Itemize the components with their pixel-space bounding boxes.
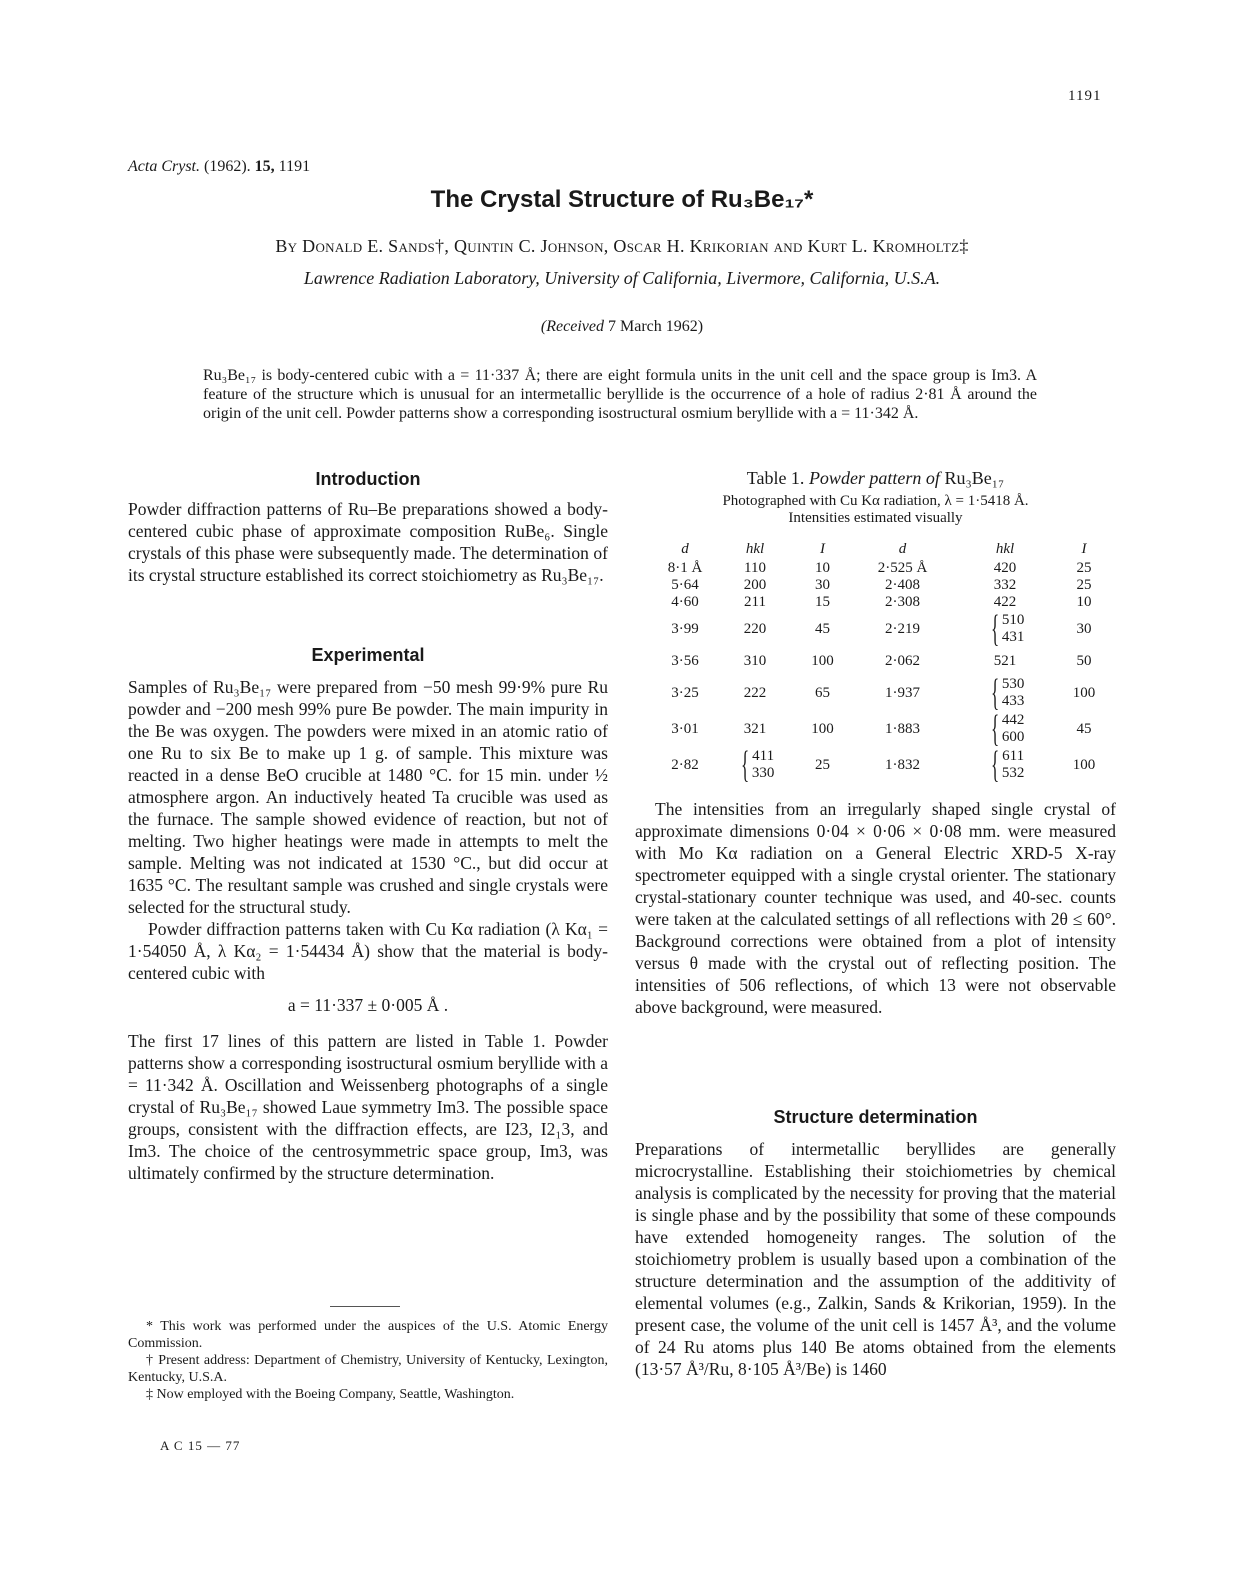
table-cell: 2·308: [885, 594, 920, 610]
table-cell-hkl: 332: [993, 577, 1017, 593]
table-cell-hkl: 200: [743, 577, 767, 593]
footnote-rule: [330, 1306, 400, 1307]
footnote: ‡ Now employed with the Boeing Company, Seattle, Washington.: [146, 1387, 515, 1402]
lattice-equation: a = 11·337 ± 0·005 Å .: [287, 995, 449, 1015]
table-cell: 100: [1072, 684, 1096, 701]
table-row: [655, 747, 1113, 783]
experimental-paragraph-1: Samples of Ru₃Be₁₇ were prepared from −50 mesh 99·9% pure Ru powder and −200 mesh 99% pure Be powder. The main impurity in the Be was oxygen. The powders were mixed in an atomic ratio of one Ru to six Be to make up 1 g. of sample. This mixture was reacted in a dense BeO crucible at 1480 °C. for 15 min. under ½ atmosphere argon. An inductively heated Ta crucible was used as the furnace. The sample showed evidence of reaction, but not of melting. Two higher heatings were made in attempts to melt the sample. Melting was not indicated at 1530 °C., but did occur at 1635 °C. The resultant sample was crushed and single crystals were selected for the structural study.: [128, 677, 608, 917]
hkl-index: 611: [1002, 748, 1025, 764]
brace-glyph: {: [990, 672, 999, 714]
table-cell: 30: [815, 577, 830, 593]
hkl-index: 532: [1001, 765, 1025, 781]
table-cell: 2·219: [885, 620, 920, 637]
brace-glyph: {: [740, 744, 749, 786]
footnote: * This work was performed under the auspices of the U.S. Atomic Energy Commission.: [128, 1319, 608, 1351]
table-row: [655, 611, 1113, 647]
table-cell: 65: [815, 684, 830, 701]
table-cell: 25: [1076, 560, 1092, 576]
table-cell: 25: [815, 756, 830, 773]
table-cell-hkl: [955, 708, 1055, 750]
received-year: 1962): [665, 318, 704, 335]
table-row: [655, 647, 1113, 675]
table-cell: 2·062: [885, 652, 920, 669]
hkl-index: 600: [1001, 729, 1025, 745]
table-title-em: Powder pattern of: [808, 468, 940, 488]
table-cell-hkl: 220: [743, 620, 767, 637]
received-day: 7 March: [607, 318, 662, 335]
table-cell: 2·82: [671, 756, 699, 773]
powder-pattern-table: [655, 538, 1113, 786]
table-row: [655, 560, 1113, 577]
table-cell-hkl: 222: [743, 684, 767, 701]
table-row: [655, 711, 1113, 747]
table-cell: 4·60: [671, 594, 699, 610]
hkl-index: 330: [751, 765, 775, 781]
received-label: (Received: [540, 318, 604, 335]
footnotes: [128, 1318, 608, 1403]
table-cell: 10: [815, 560, 830, 576]
affiliation: Lawrence Radiation Laboratory, University of California, Livermore, California, U.S.A.: [303, 268, 941, 288]
table-cell-hkl: 310: [743, 652, 767, 669]
table-header-cell: hkl: [995, 540, 1015, 557]
table-title: [635, 468, 1116, 489]
citation-page: 1191: [278, 158, 311, 175]
citation: [128, 158, 310, 176]
page-number: 1191: [1068, 88, 1102, 104]
experimental-paragraph-3: The first 17 lines of this pattern are listed in Table 1. Powder patterns show a corresponding isostructural osmium beryllide with a = 11·342 Å. Oscillation and Weissenberg photographs of a single crystal of Ru₃Be₁₇ showed Laue symmetry Im3. The possible space groups, consistent with the diffraction effects, are I23, I2₁3, and Im3. The choice of the centrosymmetric space group, Im3, was ultimately confirmed by the structure determination.: [128, 1031, 608, 1183]
citation-journal: Acta Cryst.: [128, 158, 200, 175]
table-cell-hkl: 211: [744, 594, 766, 610]
hkl-index: 442: [1001, 712, 1025, 728]
introduction-text: Powder diffraction patterns of Ru–Be preparations showed a body-centered cubic phase of approximate composition RuBe₆. Single crystals of this phase were subsequently made. The determination of its crystal structure established its correct stoichiometry as Ru₃Be₁₇.: [128, 499, 608, 585]
table-caption: [635, 493, 1116, 527]
brace-glyph: {: [990, 708, 999, 750]
table-cell: 45: [1076, 720, 1092, 737]
table-row: [655, 675, 1113, 711]
table-cell: 45: [815, 620, 830, 637]
table-cell: 3·01: [671, 720, 699, 737]
table-cell: 8·1 Å: [667, 560, 703, 576]
table-caption-line-1: Photographed with Cu Kα radiation, λ = 1·5418 Å.: [722, 493, 1029, 509]
brace-glyph: {: [990, 744, 999, 786]
citation-volume: 15,: [254, 158, 275, 175]
table-title-prefix: Table 1.: [746, 468, 805, 488]
hkl-index: 431: [1001, 629, 1025, 645]
table-row: [655, 577, 1113, 594]
table-cell-hkl: 420: [993, 560, 1017, 576]
table-cell: 3·99: [671, 620, 699, 637]
table-header-cell: d: [898, 540, 907, 557]
table-cell: 100: [811, 652, 834, 669]
table-cell: 2·525 Å: [877, 560, 928, 576]
abstract: Ru₃Be₁₇ is body-centered cubic with a = 11·337 Å; there are eight formula units in the unit cell and the space group is Im3. A feature of the structure which is unusual for an intermetallic beryllide is the occurrence of a hole of radius 2·81 Å around the origin of the unit cell. Powder patterns show a corresponding isostructural osmium beryllide with a = 11·342 Å.: [203, 367, 1037, 422]
structure-determination-section: [635, 1106, 1116, 1380]
table-body: [655, 560, 1113, 786]
structure-determination-heading: Structure determination: [773, 1107, 978, 1127]
hkl-index: 433: [1001, 693, 1025, 709]
experimental-paragraph-2: Powder diffraction patterns taken with Cu Kα radiation (λ Kα₁ = 1·54050 Å, λ Kα₂ = 1·54434 Å) show that the material is body-centered cubic with: [128, 919, 608, 983]
hkl-index: 411: [752, 748, 775, 764]
table-header-row: [655, 538, 1113, 560]
table-header-cell: hkl: [745, 540, 765, 557]
intensities-paragraph: The intensities from an irregularly shaped single crystal of approximate dimensions 0·04 × 0·06 × 0·08 mm. were measured with Mo Kα radiation on a General Electric XRD-5 X-ray spectrometer equipped with a single crystal orienter. The stationary crystal-stationary counter technique was used, and 40-sec. counts were taken at the calculated settings of all reflections with 2θ ≤ 60°. Background corrections were obtained from a plot of intensity versus θ made with the crystal out of reflecting position. The intensities of 506 reflections, of which 13 were not observable above background, were measured.: [635, 799, 1116, 1017]
table-cell: 1·832: [885, 756, 920, 773]
table-cell: 100: [811, 720, 834, 737]
experimental-section: [128, 644, 608, 1184]
table-cell: 15: [815, 594, 830, 610]
table-row: [655, 594, 1113, 611]
authors: By Donald E. Sands†, Quintin C. Johnson, Oscar H. Krikorian and Kurt L. Kromholtz‡: [275, 236, 969, 256]
ac-code: A C 15 — 77: [160, 1438, 241, 1453]
paper-title: The Crystal Structure of Ru₃Be₁₇*: [430, 186, 814, 213]
table-cell: 3·56: [671, 652, 699, 669]
table-cell-hkl: [955, 672, 1055, 714]
brace-glyph: {: [990, 608, 999, 650]
table-cell-hkl: [955, 608, 1055, 650]
hkl-index: 510: [1001, 612, 1025, 628]
table-cell-hkl: 110: [744, 560, 766, 576]
table-header-cell: I: [820, 540, 825, 557]
footnote: † Present address: Department of Chemistry, University of Kentucky, Lexington, Kentucky, U.S.A.: [128, 1353, 608, 1385]
table-cell: 50: [1076, 652, 1092, 669]
table-header-cell: d: [681, 540, 689, 557]
table-cell: 10: [1076, 594, 1092, 610]
table-cell-hkl: [715, 744, 795, 786]
introduction-heading: Introduction: [315, 469, 421, 489]
table-cell: 25: [1076, 577, 1092, 593]
table-caption-line-2: Intensities estimated visually: [788, 510, 963, 526]
table-title-compound: Ru₃Be₁₇: [944, 468, 1005, 488]
table-cell: 1·883: [885, 720, 920, 737]
structure-determination-text: Preparations of intermetallic beryllides are generally microcrystalline. Establishing their stoichiometries by chemical analysis is complicated by the necessity for proving that the material is single phase and by the possibility that some of these compounds have extended homogeneity ranges. The solution of the stoichiometry problem is usually based upon a combination of the structure determination and the assumption of the additivity of elemental volumes (e.g., Zalkin, Sands & Krikorian, 1959). In the present case, the volume of the unit cell is 1457 Å³, and the volume of 24 Ru atoms plus 140 Be atoms obtained from the elements (13·57 Å³/Ru, 8·105 Å³/Be) is 1460: [635, 1139, 1116, 1379]
table-cell-hkl: [955, 744, 1055, 786]
introduction-section: [128, 468, 608, 586]
table-cell: 3·25: [671, 684, 699, 701]
received-date: [0, 318, 1244, 336]
table-cell-hkl: 521: [993, 652, 1017, 669]
table-cell: 30: [1076, 620, 1092, 637]
table-cell: 2·408: [885, 577, 920, 593]
citation-year: (1962).: [204, 158, 251, 175]
table-cell: 1·937: [885, 684, 920, 701]
hkl-index: 530: [1001, 676, 1025, 692]
intensities-section: [635, 798, 1116, 1018]
table-cell: 5·64: [671, 577, 699, 593]
experimental-heading: Experimental: [311, 645, 425, 665]
table-cell: 100: [1072, 756, 1096, 773]
table-header-cell: I: [1081, 540, 1087, 557]
table-cell-hkl: 321: [743, 720, 767, 737]
table-cell-hkl: 422: [993, 594, 1017, 610]
